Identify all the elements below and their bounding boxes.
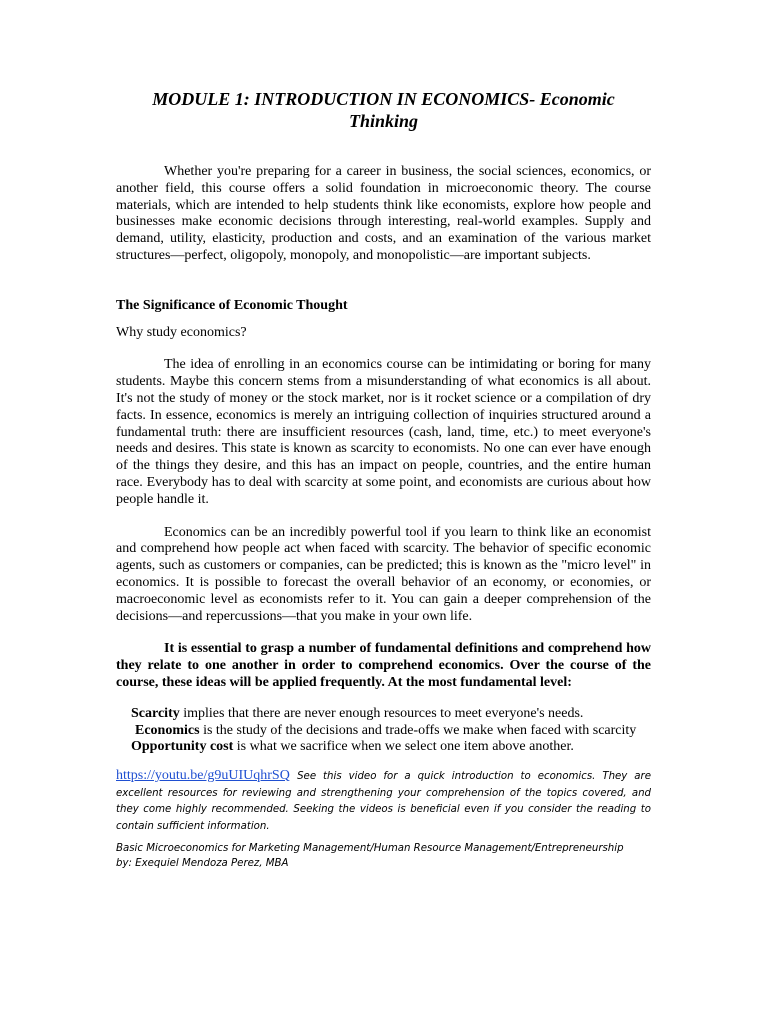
definition-opportunity-cost	[116, 739, 651, 756]
page-title: MODULE 1: INTRODUCTION IN ECONOMICS- Economic Thinking	[152, 89, 615, 131]
definition-term: Scarcity	[131, 705, 180, 721]
paragraph-economic-tool: Economics can be an incredibly powerful tool if you learn to think like an economist and comprehend how people act when faced with scarcity. The behavior of specific economic agents, such as customers or companies, can be predicted; this is known as the "micro level" in economics. It is possible to forecast the overall behavior of an economy, or economies, or macroeconomic level as economists refer to it. You can gain a deeper comprehension of the decisions—and repercussions—that you make in your own life.	[116, 524, 651, 624]
section-heading: The Significance of Economic Thought	[116, 297, 348, 313]
video-note	[116, 768, 651, 834]
definition-text: implies that there are never enough resources to meet everyone's needs.	[179, 705, 584, 721]
definition-scarcity	[116, 706, 651, 723]
intro-paragraph: Whether you're preparing for a career in business, the social sciences, economics, or another field, this course offers a solid foundation in microeconomic theory. The course materials, which are intended to help students think like economists, explore how people and businesses make economic decisions through interesting, real-world examples. Supply and demand, utility, elasticity, production and costs, and an examination of the various market structures—perfect, oligopoly, monopoly, and monopolistic—are important subjects.	[116, 164, 651, 263]
footer	[116, 842, 651, 871]
video-description: See this video for a quick introduction to economics. They are excellent resources for reviewing and strengthening your comprehension of the topics covered, and they come highly recommended. Seeking the videos is beneficial even if you consider the reading to contain sufficient information.	[116, 771, 651, 832]
definition-text: is the study of the decisions and trade-offs we make when faced with scarcity	[199, 722, 637, 738]
definition-text: is what we sacrifice when we select one item above another.	[233, 739, 574, 755]
definition-term: Economics	[135, 722, 200, 738]
question-line: Why study economics?	[116, 324, 247, 340]
definition-economics	[116, 723, 651, 740]
definition-term: Opportunity cost	[131, 739, 234, 755]
video-link[interactable]: https://youtu.be/g9uUIUqhrSQ	[116, 768, 290, 784]
footer-author-line: by: Exequiel Mendoza Perez, MBA	[116, 857, 289, 869]
footer-course-line: Basic Microeconomics for Marketing Management/Human Resource Management/Entrepreneurship	[116, 843, 624, 855]
document-page	[116, 88, 651, 871]
paragraph-definitions-intro: It is essential to grasp a number of fundamental definitions and comprehend how they relate to one another in order to comprehend economics. Over the course of the course, these ideas will be applied frequently. At the most fundamental level:	[116, 641, 651, 690]
definitions-list	[116, 706, 651, 756]
paragraph-scarcity: The idea of enrolling in an economics course can be intimidating or boring for many students. Maybe this concern stems from a misunderstanding of what economics is all about. It's not the study of money or the stock market, nor is it rocket science or a compilation of dry facts. In essence, economics is merely an intriguing collection of inquiries structured around a fundamental truth: there are insufficient resources (cash, land, time, etc.) to meet everyone's needs and desires. This state is known as scarcity to economists. No one can ever have enough of the things they desire, and this has an impact on people, countries, and the entire human race. Everybody has to deal with scarcity at some point, and economists are curious about how people handle it.	[116, 357, 651, 507]
